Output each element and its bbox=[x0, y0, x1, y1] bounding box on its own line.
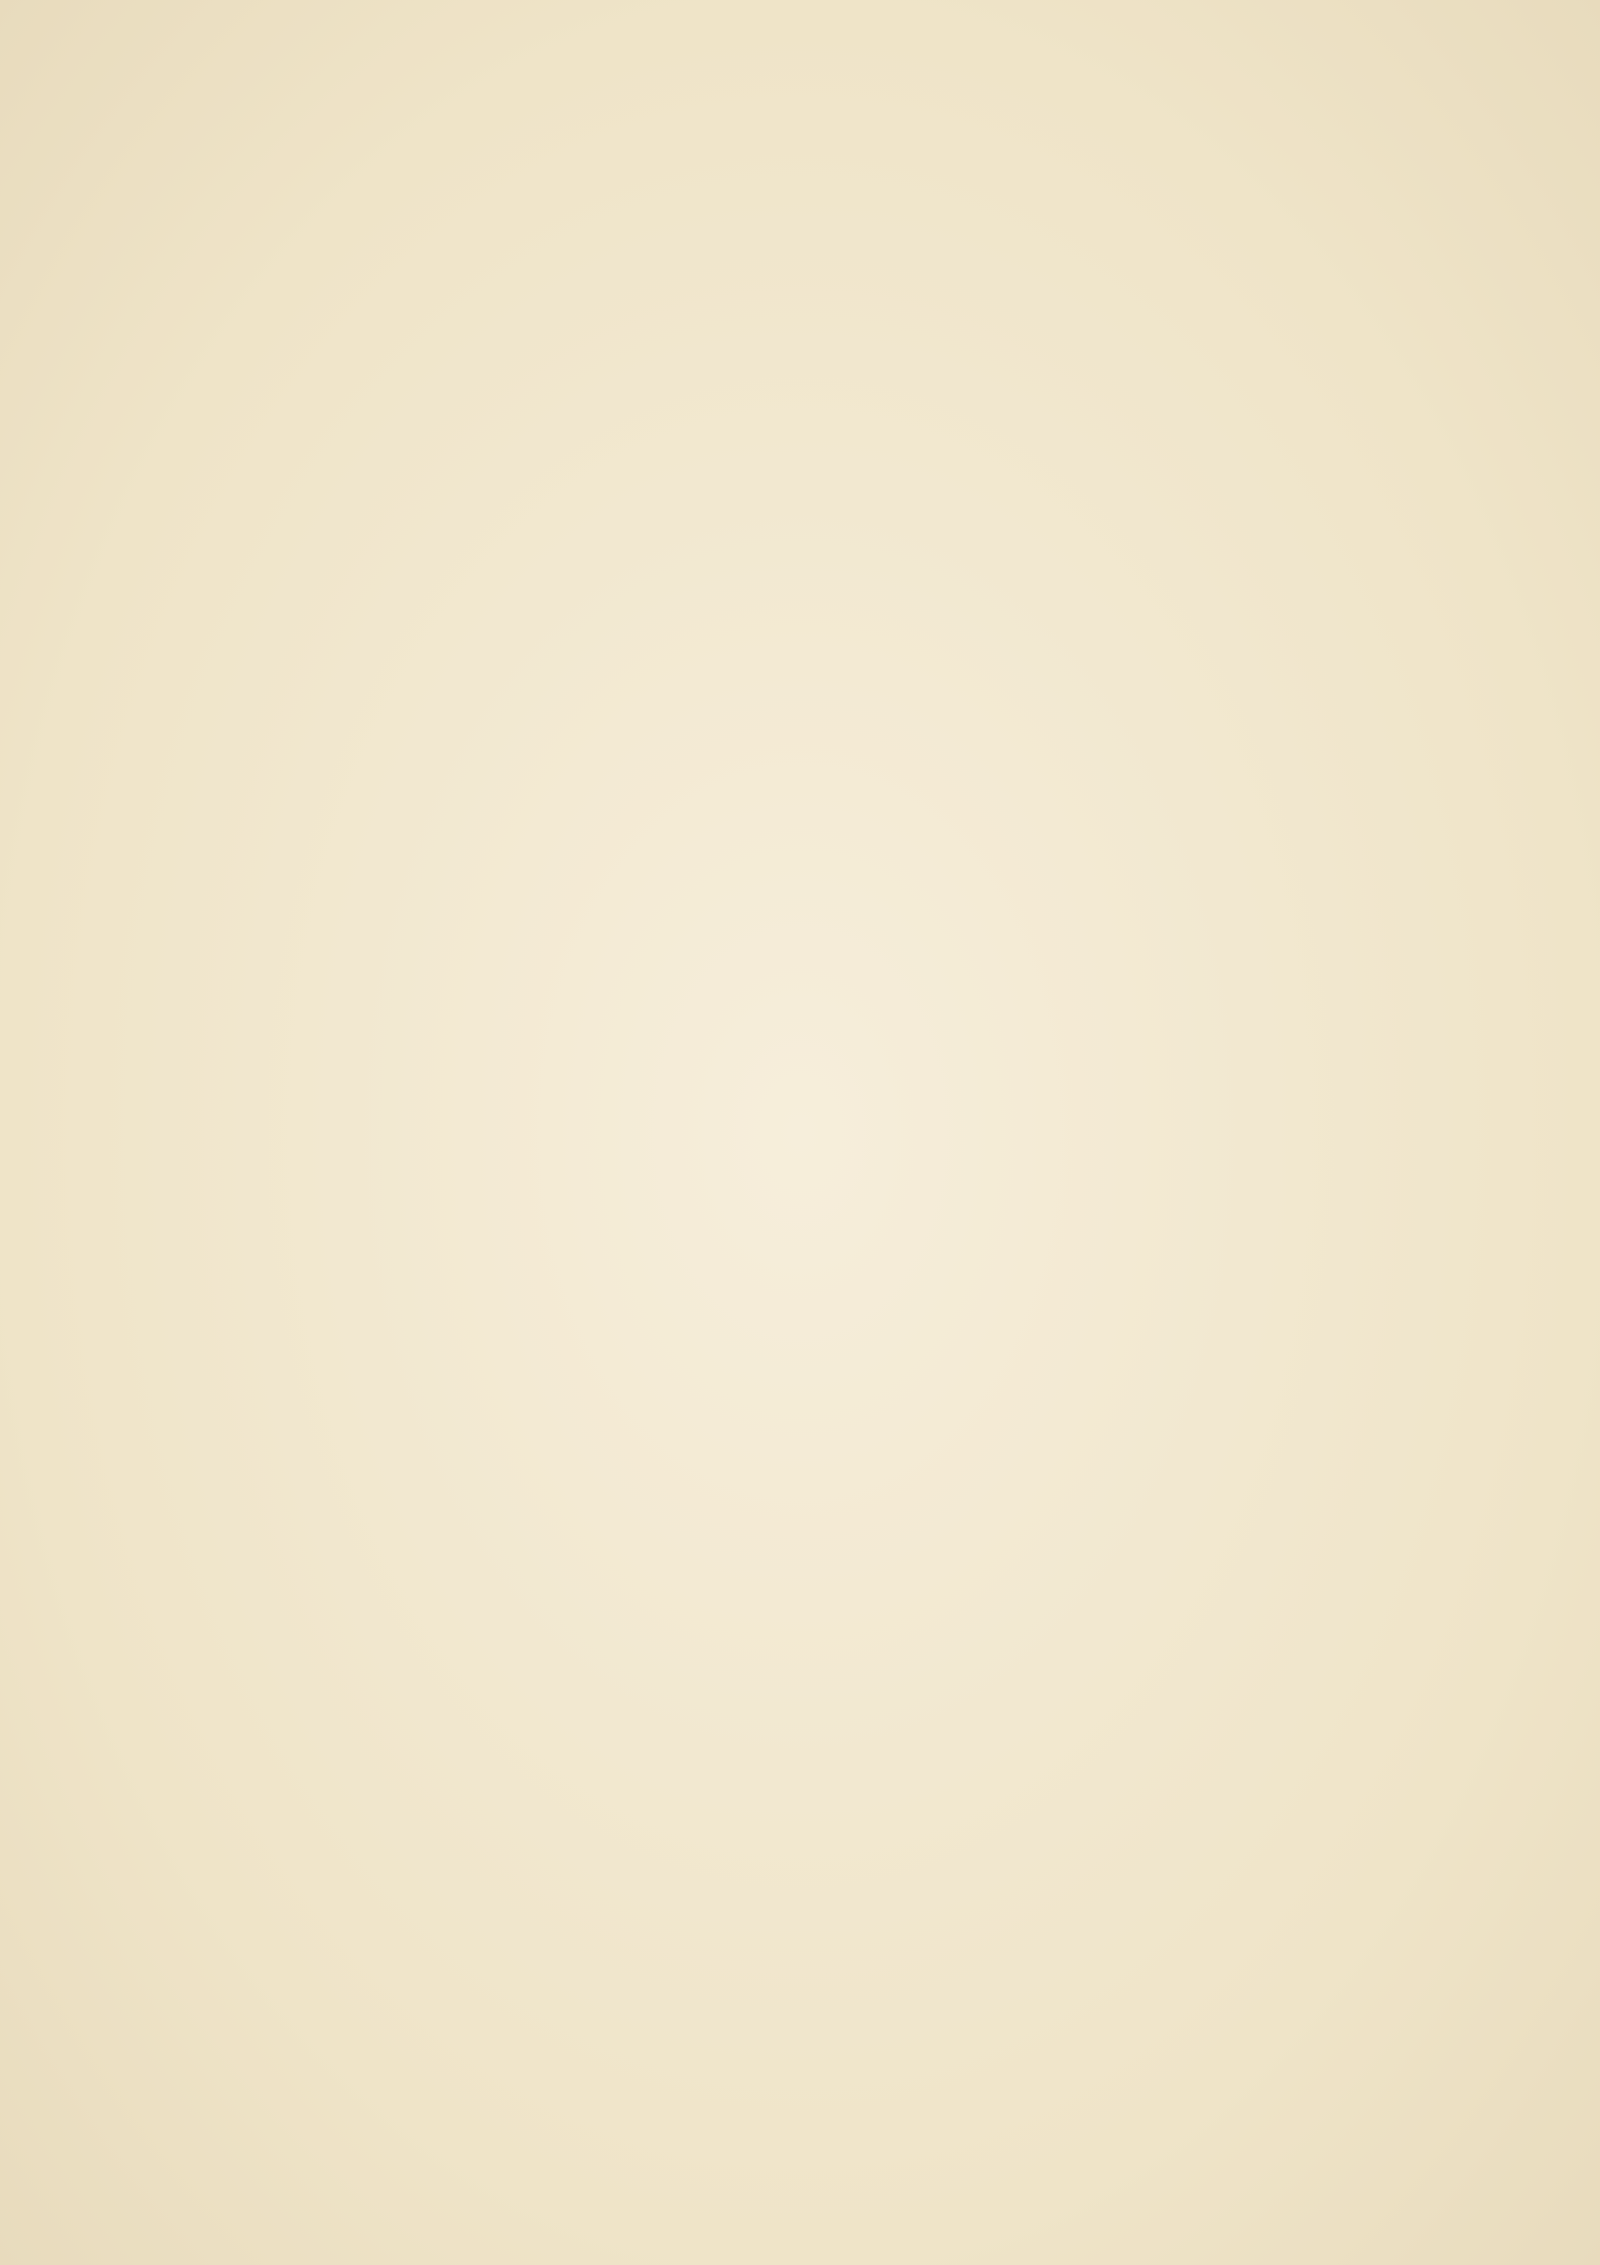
dancers-illustration-top bbox=[822, 58, 1532, 210]
dancers-illustration-left bbox=[64, 392, 764, 600]
